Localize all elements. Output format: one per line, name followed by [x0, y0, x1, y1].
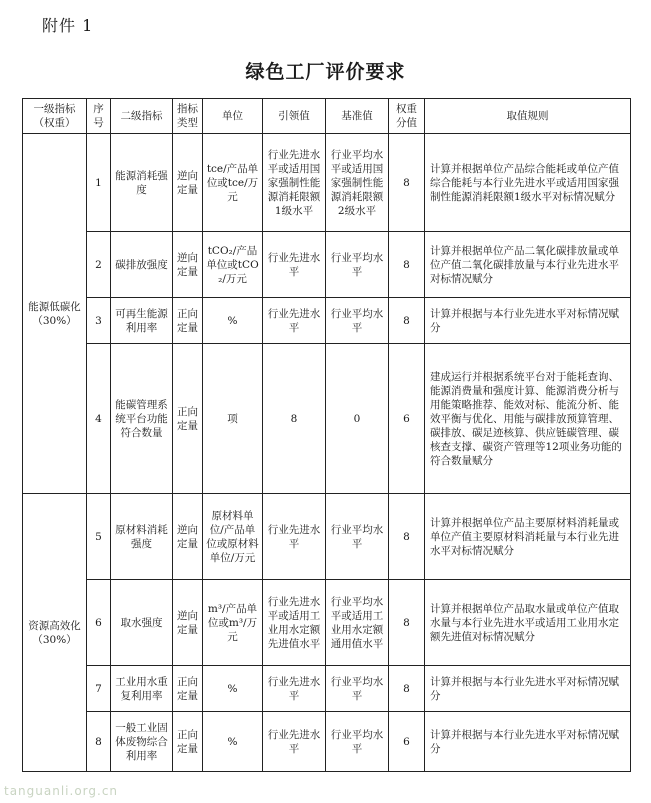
row-rule: 计算并根据与本行业先进水平对标情况赋分: [425, 712, 631, 772]
row-weight: 8: [389, 494, 425, 580]
row-indicator: 可再生能源利用率: [111, 298, 173, 344]
row-rule: 计算并根据单位产品取水量或单位产值取水量与本行业先进水平或适用工业用水定额先进值对标情况赋分: [425, 580, 631, 666]
row-indicator: 取水强度: [111, 580, 173, 666]
table-header-row: [23, 99, 631, 134]
row-weight: 8: [389, 580, 425, 666]
row-no: 7: [87, 666, 111, 712]
row-type: 正向定量: [173, 344, 203, 494]
row-unit: %: [203, 666, 263, 712]
row-unit: m³/产品单位或m³/万元: [203, 580, 263, 666]
row-rule: 计算并根据单位产品综合能耗或单位产值综合能耗与本行业先进水平或适用国家强制性能源消耗限额1级水平对标情况赋分: [425, 134, 631, 232]
row-weight: 6: [389, 712, 425, 772]
row-weight: 8: [389, 134, 425, 232]
row-indicator: 一般工业固体废物综合利用率: [111, 712, 173, 772]
row-weight: 8: [389, 232, 425, 298]
row-indicator: 工业用水重复利用率: [111, 666, 173, 712]
row-base-value: 行业平均水平: [326, 232, 389, 298]
row-base-value: 行业平均水平: [326, 666, 389, 712]
row-type: 逆向定量: [173, 494, 203, 580]
row-no: 5: [87, 494, 111, 580]
document-title: 绿色工厂评价要求: [245, 61, 406, 83]
row-lead-value: 行业先进水平或适用国家强制性能源消耗限额1级水平: [263, 134, 326, 232]
col-header-no: 序号: [87, 99, 111, 134]
row-base-value: 行业平均水平或适用工业用水定额通用值水平: [326, 580, 389, 666]
watermark: tanguanli.org.cn: [4, 784, 119, 798]
table-row: [23, 232, 631, 298]
col-header-level2: 二级指标: [111, 99, 173, 134]
row-type: 逆向定量: [173, 232, 203, 298]
evaluation-table: [22, 98, 631, 772]
row-lead-value: 行业先进水平: [263, 298, 326, 344]
row-type: 逆向定量: [173, 580, 203, 666]
row-indicator: 碳排放强度: [111, 232, 173, 298]
attachment-label: 附件 1: [42, 16, 94, 35]
col-header-level1: 一级指标（权重）: [23, 99, 87, 134]
table-row: [23, 580, 631, 666]
row-lead-value: 8: [263, 344, 326, 494]
row-no: 2: [87, 232, 111, 298]
row-unit: tCO₂/产品单位或tCO₂/万元: [203, 232, 263, 298]
row-lead-value: 行业先进水平: [263, 666, 326, 712]
row-base-value: 行业平均水平或适用国家强制性能源消耗限额2级水平: [326, 134, 389, 232]
table-row: [23, 344, 631, 494]
col-header-type: 指标类型: [173, 99, 203, 134]
group-label: 能源低碳化（30%）: [23, 134, 87, 494]
table-row: [23, 666, 631, 712]
row-lead-value: 行业先进水平: [263, 712, 326, 772]
row-base-value: 行业平均水平: [326, 298, 389, 344]
table-row: [23, 298, 631, 344]
row-rule: 计算并根据与本行业先进水平对标情况赋分: [425, 666, 631, 712]
table-row: [23, 712, 631, 772]
row-unit: %: [203, 298, 263, 344]
row-no: 3: [87, 298, 111, 344]
row-no: 6: [87, 580, 111, 666]
row-no: 1: [87, 134, 111, 232]
row-base-value: 行业平均水平: [326, 712, 389, 772]
row-rule: 计算并根据单位产品二氧化碳排放量或单位产值二氧化碳排放量与本行业先进水平对标情况赋分: [425, 232, 631, 298]
row-lead-value: 行业先进水平: [263, 232, 326, 298]
row-no: 4: [87, 344, 111, 494]
col-header-rule: 取值规则: [425, 99, 631, 134]
row-weight: 8: [389, 666, 425, 712]
row-unit: tce/产品单位或tce/万元: [203, 134, 263, 232]
row-type: 正向定量: [173, 298, 203, 344]
row-weight: 6: [389, 344, 425, 494]
row-rule: 计算并根据单位产品主要原材料消耗量或单位产值主要原材料消耗量与本行业先进水平对标情况赋分: [425, 494, 631, 580]
col-header-base: 基准值: [326, 99, 389, 134]
col-header-unit: 单位: [203, 99, 263, 134]
row-rule: 建成运行并根据系统平台对于能耗查询、能源消费量和强度计算、能源消费分析与用能策略推荐、能效对标、能流分析、能效平衡与优化、用能与碳排放预算管理、碳排放、碳足迹核算、供应链碳管理、碳核查支撑、碳资产管理等12项业务功能的符合数量赋分: [425, 344, 631, 494]
row-type: 逆向定量: [173, 134, 203, 232]
row-type: 正向定量: [173, 712, 203, 772]
row-indicator: 能源消耗强度: [111, 134, 173, 232]
row-base-value: 行业平均水平: [326, 494, 389, 580]
table-row: [23, 134, 631, 232]
col-header-lead: 引领值: [263, 99, 326, 134]
group-label: 资源高效化（30%）: [23, 494, 87, 772]
row-indicator: 原材料消耗强度: [111, 494, 173, 580]
row-unit: 项: [203, 344, 263, 494]
row-type: 正向定量: [173, 666, 203, 712]
row-lead-value: 行业先进水平或适用工业用水定额先进值水平: [263, 580, 326, 666]
row-indicator: 能碳管理系统平台功能符合数量: [111, 344, 173, 494]
row-base-value: 0: [326, 344, 389, 494]
row-unit: 原材料单位/产品单位或原材料单位/万元: [203, 494, 263, 580]
col-header-weight: 权重分值: [389, 99, 425, 134]
row-unit: %: [203, 712, 263, 772]
row-weight: 8: [389, 298, 425, 344]
row-no: 8: [87, 712, 111, 772]
table-row: [23, 494, 631, 580]
row-rule: 计算并根据与本行业先进水平对标情况赋分: [425, 298, 631, 344]
row-lead-value: 行业先进水平: [263, 494, 326, 580]
